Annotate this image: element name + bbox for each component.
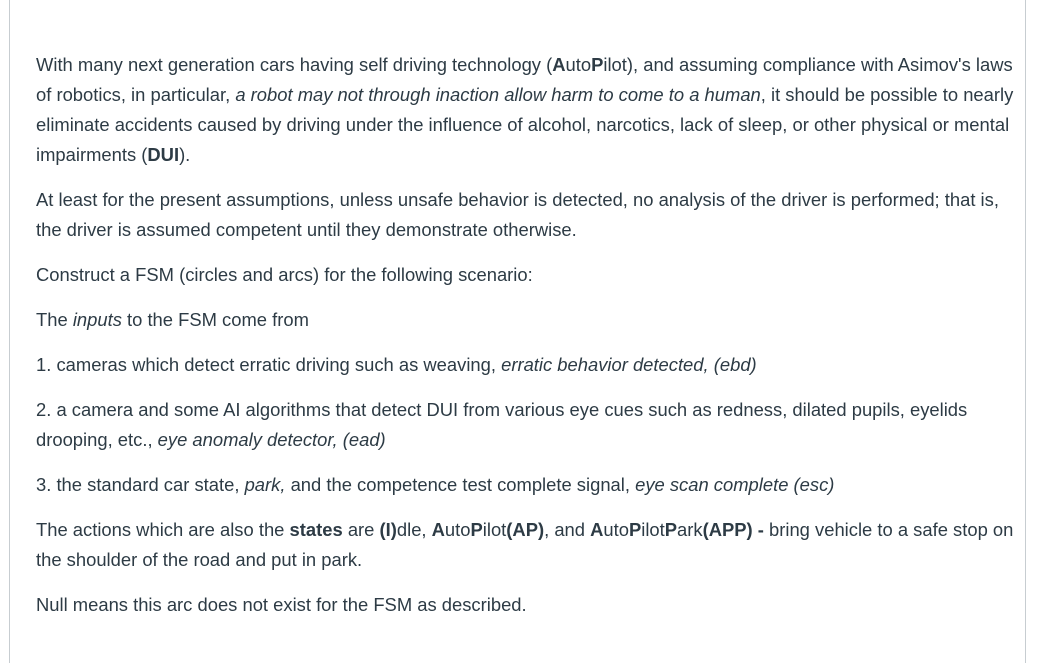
paragraph-assumptions: At least for the present assumptions, unless unsafe behavior is detected, no analysis of the driver is performed; that is, the driver is assumed competent until they demonstrate otherwise. [36, 189, 999, 240]
text-run: ). [179, 144, 191, 165]
text-run: uto [603, 519, 629, 540]
bold-text: P [664, 519, 678, 540]
bold-text: (APP) - [702, 519, 764, 540]
text-run: uto [565, 54, 592, 75]
bold-text: states [289, 519, 343, 540]
bold-text: (AP) [506, 519, 545, 540]
paragraph-inputs [36, 305, 1021, 335]
paragraph-states [36, 515, 1021, 575]
bold-text: P [628, 519, 642, 540]
text-run: and the competence test complete signal, [285, 474, 636, 495]
text-run: uto [444, 519, 471, 540]
italic-text: (ead) [342, 429, 386, 450]
text-run: to the FSM come from [121, 309, 309, 330]
list-item-1 [36, 350, 1021, 380]
text-run: are [342, 519, 380, 540]
assignment-text [36, 50, 1021, 635]
bold-text: A [590, 519, 604, 540]
content-panel [9, 0, 1026, 663]
italic-text: (ebd) [713, 354, 757, 375]
text-run: ilot [641, 519, 665, 540]
italic-text: erratic behavior detected, [501, 354, 709, 375]
text-run: , and [544, 519, 591, 540]
text-run: dle, [396, 519, 432, 540]
text-run: The [36, 309, 73, 330]
text-run: ilot [482, 519, 507, 540]
italic-text: park, [244, 474, 286, 495]
text-run: With many next generation cars having self driving technology ( [36, 54, 553, 75]
bold-text: P [591, 54, 604, 75]
text-run: 2. a camera and some AI algorithms that detect DUI from various eye cues such as redness, dilated pupils, eyelids drooping, etc., [36, 399, 968, 450]
italic-text: a robot may not through inaction allow harm to come to a human [235, 84, 761, 105]
list-item-3 [36, 470, 1021, 500]
text-run: 3. the standard car state, [36, 474, 245, 495]
text-run: , it should be possible to nearly eliminate accidents caused by driving under the influence of alcohol, narcotics, lack of sleep, or other physical or mental impairments ( [36, 84, 1014, 165]
bold-text: A [552, 54, 566, 75]
bold-text: A [431, 519, 445, 540]
text-run: The actions which are also the [36, 519, 290, 540]
italic-text: inputs [72, 309, 122, 330]
paragraph-intro [36, 50, 1021, 170]
paragraph-null-note: Null means this arc does not exist for the FSM as described. [36, 594, 527, 615]
bold-text: P [470, 519, 483, 540]
paragraph-construct: Construct a FSM (circles and arcs) for the following scenario: [36, 264, 533, 285]
text-run: ilot), and assuming compliance with Asimov's laws of robotics, in particular, [36, 54, 1013, 105]
text-run: 1. cameras which detect erratic driving such as weaving, [36, 354, 502, 375]
list-item-2 [36, 395, 1021, 455]
bold-text: DUI [147, 144, 180, 165]
text-run: ark [677, 519, 703, 540]
bold-text: (I) [379, 519, 397, 540]
italic-text: eye anomaly detector, [157, 429, 338, 450]
italic-text: eye scan complete (esc) [635, 474, 835, 495]
text-run: bring vehicle to a safe stop on the shoulder of the road and put in park. [36, 519, 1014, 570]
